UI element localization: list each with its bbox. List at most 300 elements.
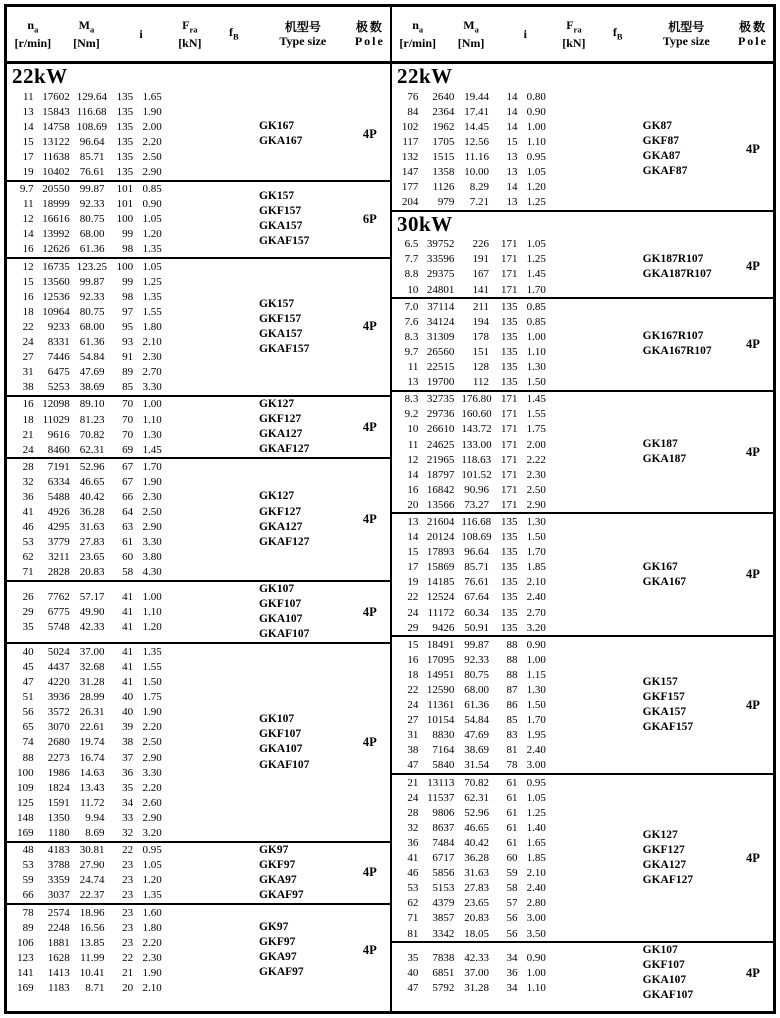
cell-na: 9.2: [404, 408, 419, 421]
table-row: [7, 750, 256, 765]
table-row: [7, 858, 256, 873]
table-row: [7, 550, 256, 565]
cell-fra: 171: [500, 423, 518, 436]
cell-fra: 171: [500, 483, 518, 496]
cell-na: 9.7: [19, 183, 34, 196]
cell-ma: 29736: [426, 408, 455, 421]
table-row: [392, 104, 640, 119]
cell-ma: 5488: [47, 490, 70, 503]
cell-na: 88: [22, 751, 34, 764]
cell-ma: 2364: [432, 105, 455, 118]
cell-ma: 3936: [47, 691, 70, 704]
spec-table-left: [7, 64, 390, 1011]
table-row: [392, 713, 640, 728]
cell-fb: 1.80: [142, 921, 162, 934]
cell-ma: 5840: [432, 759, 455, 772]
cell-ma: 7446: [47, 351, 70, 364]
table-row: [392, 164, 640, 179]
type-size-label: GK107: [258, 583, 295, 595]
cell-i: 61.36: [464, 699, 489, 712]
header-label-type: 机型号: [284, 20, 321, 34]
cell-fb: 1.20: [142, 874, 162, 887]
table-row: [7, 397, 256, 412]
cell-i: 92.33: [79, 198, 105, 211]
cell-fra: 40: [122, 706, 134, 719]
cell-fb: 1.25: [526, 196, 546, 209]
cell-i: 30.81: [79, 844, 105, 857]
type-size-label: GKF107: [642, 959, 685, 972]
section-rows: [7, 644, 256, 840]
cell-fb: 0.90: [526, 638, 546, 651]
cell-fb: 1.10: [142, 413, 162, 426]
cell-fra: 99: [122, 228, 134, 241]
cell-i: 80.75: [79, 305, 105, 318]
cell-i: 31.63: [79, 521, 105, 534]
type-size-label: GK127: [258, 397, 295, 410]
cell-ma: 17893: [426, 546, 455, 559]
cell-fb: 2.90: [142, 166, 162, 179]
cell-ma: 4295: [47, 521, 70, 534]
cell-na: 31: [407, 729, 419, 742]
cell-ma: 9233: [47, 320, 70, 333]
cell-fra: 88: [506, 653, 518, 666]
header-label-ma: $M_a$: [78, 17, 95, 35]
cell-na: 36: [407, 836, 419, 849]
cell-na: 13: [407, 376, 419, 389]
cell-fb: 1.20: [142, 228, 162, 241]
cell-i: 116.68: [76, 105, 107, 118]
cell-i: 27.90: [79, 859, 105, 872]
cell-fb: 1.05: [142, 260, 162, 273]
cell-fra: 70: [122, 398, 134, 411]
cell-fra: 15: [506, 135, 518, 148]
right-section: [392, 637, 773, 775]
cell-fra: 171: [500, 438, 518, 451]
table-row: [7, 590, 256, 605]
table-row: [7, 459, 256, 474]
cell-ma: 12536: [42, 290, 70, 303]
cell-na: 15: [407, 638, 419, 651]
cell-ma: 31309: [426, 330, 455, 343]
cell-fra: 58: [122, 566, 134, 579]
cell-i: 49.90: [79, 606, 105, 619]
cell-ma: 3779: [47, 536, 70, 549]
type-size-label: GK167: [642, 560, 678, 573]
type-size-label: GK157: [258, 297, 295, 310]
cell-fra: 63: [122, 521, 134, 534]
cell-na: 53: [22, 536, 34, 549]
cell-fb: 1.20: [142, 621, 162, 634]
cell-fra: 57: [506, 897, 518, 910]
cell-ma: 15843: [42, 105, 70, 118]
pole-label: 4P: [746, 444, 760, 459]
cell-fra: 36: [122, 766, 134, 779]
cell-fra: 23: [122, 906, 134, 919]
type-size-label: GKF157: [642, 691, 685, 704]
table-header-left: [7, 7, 390, 61]
cell-fra: 70: [122, 413, 134, 426]
cell-fra: 23: [122, 889, 134, 902]
cell-fb: 1.75: [142, 691, 162, 704]
cell-fra: 135: [500, 606, 518, 619]
table-row: [7, 365, 256, 380]
cell-fra: 67: [122, 475, 134, 488]
cell-fb: 1.35: [142, 243, 162, 256]
type-size-label: GKF107: [258, 598, 302, 611]
table-row: [7, 765, 256, 780]
cell-i: 160.60: [461, 408, 492, 421]
cell-i: 226: [472, 238, 489, 251]
table-row: [392, 790, 640, 805]
cell-fra: 20: [122, 981, 134, 994]
cell-fra: 100: [116, 260, 134, 273]
table-row: [392, 267, 640, 282]
cell-na: 32: [407, 821, 419, 834]
cell-fra: 33: [122, 811, 134, 824]
header-sub-ma: a: [90, 24, 95, 35]
cell-fb: 2.30: [142, 351, 162, 364]
header-cell-type: [640, 7, 733, 61]
pole-label: 4P: [362, 734, 377, 749]
cell-ma: 6717: [432, 852, 455, 865]
cell-i: 8.71: [85, 981, 105, 994]
cell-na: 22: [22, 320, 34, 333]
cell-fra: 13: [506, 196, 518, 209]
cell-ma: 8637: [432, 821, 455, 834]
type-size-label: GKAF107: [642, 989, 694, 1002]
table-row: [7, 212, 256, 227]
cell-ma: 2273: [47, 751, 70, 764]
cell-fra: 61: [506, 821, 518, 834]
cell-na: 109: [17, 781, 34, 794]
cell-fra: 13: [506, 150, 518, 163]
table-row: [392, 652, 640, 667]
section-type-sizes: [256, 644, 350, 840]
section-rows: [392, 237, 640, 297]
cell-ma: 12524: [426, 591, 455, 604]
cell-fb: 4.30: [142, 566, 162, 579]
cell-na: 11: [23, 198, 34, 211]
cell-fra: 81: [506, 744, 518, 757]
table-row: [392, 314, 640, 329]
cell-i: 101.52: [461, 468, 492, 481]
section-type-sizes: [640, 775, 733, 941]
cell-fra: 86: [506, 699, 518, 712]
header-label-na: $n_a$: [27, 17, 39, 35]
right-group-30kW: [392, 212, 773, 1004]
cell-i: 52.96: [464, 806, 489, 819]
table-row: [7, 489, 256, 504]
cell-fb: 1.70: [526, 714, 546, 727]
header-cell-i: [114, 7, 168, 61]
cell-i: 23.65: [464, 897, 489, 910]
cell-fra: 88: [506, 638, 518, 651]
table-row: [7, 197, 256, 212]
cell-fb: 1.00: [142, 398, 162, 411]
cell-fra: 56: [506, 912, 518, 925]
cell-i: 37.00: [464, 967, 489, 980]
header-cell-ma: [443, 7, 498, 61]
pole-label: 4P: [746, 850, 760, 865]
table-row: [392, 682, 640, 697]
cell-na: 16: [22, 290, 34, 303]
cell-fb: 1.90: [142, 475, 162, 488]
table-row: [392, 605, 640, 620]
cell-ma: 14758: [42, 120, 70, 133]
cell-na: 35: [22, 621, 34, 634]
left-section: [7, 905, 390, 996]
cell-i: 11.99: [80, 951, 105, 964]
cell-fb: 1.20: [526, 181, 546, 194]
cell-fra: 34: [506, 952, 518, 965]
right-section: [392, 943, 773, 1003]
section-rows: [7, 459, 256, 580]
table-row: [7, 659, 256, 674]
cell-i: 24.74: [79, 874, 105, 887]
cell-fra: 171: [500, 393, 518, 406]
header-cell-type: [256, 7, 350, 61]
type-size-label: GK167: [258, 120, 295, 133]
cell-na: 169: [17, 981, 34, 994]
cell-fra: 135: [116, 135, 134, 148]
cell-i: 81.23: [79, 413, 105, 426]
cell-ma: 1126: [432, 181, 455, 194]
cell-i: 123.25: [76, 260, 107, 273]
type-size-label: GKA87: [642, 150, 681, 163]
cell-fb: 2.10: [142, 981, 162, 994]
cell-ma: 7164: [432, 744, 455, 757]
cell-i: 20.83: [464, 912, 489, 925]
table-row: [7, 888, 256, 903]
cell-na: 132: [401, 150, 419, 163]
table-row: [392, 149, 640, 164]
table-row: [392, 820, 640, 835]
cell-na: 24: [22, 336, 34, 349]
cell-fb: 2.60: [142, 796, 162, 809]
cell-ma: 4379: [432, 897, 455, 910]
cell-i: 40.42: [464, 836, 489, 849]
cell-fb: 1.80: [142, 320, 162, 333]
type-size-label: GKAF87: [642, 165, 688, 178]
cell-i: 99.87: [464, 638, 489, 651]
type-size-label: GK87: [642, 120, 673, 133]
table-row: [7, 535, 256, 550]
cell-i: 96.64: [79, 135, 105, 148]
cell-ma: 1881: [47, 936, 70, 949]
type-size-label: GKA157: [258, 220, 303, 233]
cell-i: 12.56: [464, 135, 489, 148]
cell-ma: 20124: [426, 531, 455, 544]
cell-na: 106: [17, 936, 34, 949]
cell-na: 19: [407, 576, 419, 589]
type-size-label: GK127: [258, 490, 295, 503]
cell-i: 62.31: [464, 791, 489, 804]
cell-na: 45: [22, 661, 34, 674]
header-cell-ma: [59, 7, 115, 61]
table-row: [7, 242, 256, 257]
cell-ma: 3359: [47, 874, 70, 887]
cell-i: 31.28: [79, 676, 105, 689]
table-row: [392, 545, 640, 560]
left-section: [7, 582, 390, 644]
cell-na: 17: [407, 561, 419, 574]
table-row: [392, 835, 640, 850]
cell-ma: 7762: [47, 591, 70, 604]
cell-fra: 14: [506, 90, 518, 103]
table-row: [7, 935, 256, 950]
type-size-label: GK157: [258, 190, 295, 203]
cell-na: 27: [22, 351, 34, 364]
cell-na: 17: [22, 150, 34, 163]
cell-na: 16: [407, 653, 419, 666]
cell-ma: 11638: [42, 150, 70, 163]
cell-na: 7.0: [404, 300, 419, 313]
cell-i: 67.64: [464, 591, 489, 604]
right-power-heading-22kW: 22kW: [397, 64, 453, 88]
cell-i: 10.00: [464, 166, 489, 179]
cell-na: 81: [407, 927, 419, 940]
cell-na: 65: [22, 721, 34, 734]
header-sub-na: a: [34, 24, 39, 35]
cell-na: 24: [407, 699, 419, 712]
cell-fb: 1.45: [142, 443, 162, 456]
cell-i: 80.75: [464, 668, 489, 681]
cell-ma: 14185: [426, 576, 455, 589]
type-size-label: GKF157: [258, 312, 302, 325]
left-section: [7, 397, 390, 459]
cell-i: 16.74: [79, 751, 105, 764]
cell-na: 21: [22, 428, 34, 441]
cell-na: 48: [22, 844, 34, 857]
right-section: [392, 89, 773, 212]
cell-i: 8.29: [469, 181, 489, 194]
cell-fb: 1.35: [142, 645, 162, 658]
header-cell-pole: [733, 7, 773, 61]
cell-ma: 1628: [47, 951, 70, 964]
type-size-label: GKAF127: [642, 874, 694, 887]
table-row: [7, 965, 256, 980]
table-row: [392, 344, 640, 359]
table-row: [7, 843, 256, 858]
cell-ma: 12590: [426, 684, 455, 697]
type-size-label: GKF97: [258, 858, 296, 871]
cell-fb: 2.50: [526, 483, 546, 496]
table-row: [392, 851, 640, 866]
cell-ma: 12626: [42, 243, 70, 256]
header-unit-pole: Pole: [354, 34, 385, 48]
cell-i: 194: [472, 315, 489, 328]
type-size-label: GKAF127: [258, 535, 310, 548]
cell-ma: 19700: [426, 376, 455, 389]
cell-i: 26.31: [79, 706, 105, 719]
cell-i: 46.65: [464, 821, 489, 834]
cell-fb: 2.20: [142, 135, 162, 148]
section-type-sizes: [256, 259, 350, 395]
cell-i: 176.80: [461, 393, 492, 406]
cell-fb: 1.40: [526, 821, 546, 834]
cell-fb: 1.35: [142, 290, 162, 303]
section-type-sizes: [640, 299, 733, 390]
cell-i: 85.71: [79, 150, 105, 163]
cell-na: 15: [22, 275, 34, 288]
cell-na: 10: [407, 423, 419, 436]
right-group-22kW: [392, 64, 773, 212]
cell-fb: 1.25: [142, 275, 162, 288]
type-size-label: GKAF97: [258, 888, 304, 901]
table-row: [7, 259, 256, 274]
cell-fra: 40: [122, 691, 134, 704]
cell-fb: 2.80: [526, 897, 546, 910]
cell-i: 167: [472, 268, 489, 281]
cell-ma: 1350: [47, 811, 70, 824]
cell-na: 24: [407, 606, 419, 619]
cell-fra: 67: [122, 460, 134, 473]
type-size-label: GKA187R107: [642, 267, 712, 280]
section-rows: [392, 392, 640, 513]
cell-na: 84: [407, 105, 419, 118]
cell-ma: 9616: [47, 428, 70, 441]
cell-na: 71: [407, 912, 419, 925]
table-row: [392, 530, 640, 545]
type-size-label: GKA127: [642, 859, 687, 872]
cell-fra: 66: [122, 490, 134, 503]
table-row: [392, 514, 640, 529]
cell-ma: 1515: [432, 150, 455, 163]
header-cell-na: [7, 7, 59, 61]
cell-fb: 2.50: [142, 150, 162, 163]
cell-na: 100: [17, 766, 34, 779]
cell-i: 14.63: [79, 766, 105, 779]
table-row: [7, 134, 256, 149]
cell-na: 46: [22, 521, 34, 534]
header-label-type: 机型号: [668, 20, 705, 34]
cell-i: 40.42: [79, 490, 105, 503]
cell-i: 20.83: [79, 566, 105, 579]
cell-fra: 97: [122, 305, 134, 318]
cell-fb: 2.10: [526, 867, 546, 880]
cell-fra: 135: [116, 166, 134, 179]
left-section: [7, 644, 390, 842]
cell-fra: 85: [122, 381, 134, 394]
cell-fb: 1.05: [142, 213, 162, 226]
cell-fb: 2.90: [142, 521, 162, 534]
table-row: [392, 252, 640, 267]
cell-fra: 135: [500, 376, 518, 389]
header-label-fra: $F_{ra}$: [566, 17, 582, 35]
section-rows: [7, 259, 256, 395]
table-row: [7, 304, 256, 319]
cell-ma: 13122: [42, 135, 70, 148]
right-section: [392, 237, 773, 299]
cell-i: 7.21: [469, 196, 489, 209]
cell-fra: 89: [122, 366, 134, 379]
cell-fra: 93: [122, 336, 134, 349]
table-row: [7, 605, 256, 620]
cell-na: 177: [401, 181, 419, 194]
cell-i: 129.64: [76, 90, 107, 103]
type-size-label: GKA107: [642, 974, 687, 987]
header-cell-fb: [596, 7, 640, 61]
table-row: [392, 119, 640, 134]
table-header: [7, 7, 773, 64]
table-row: [392, 926, 640, 941]
cell-na: 38: [22, 381, 34, 394]
cell-ma: 5792: [432, 982, 455, 995]
section-rows: [7, 905, 256, 996]
section-type-sizes: [256, 905, 350, 996]
cell-ma: 39752: [426, 238, 455, 251]
cell-i: 16.56: [79, 921, 105, 934]
